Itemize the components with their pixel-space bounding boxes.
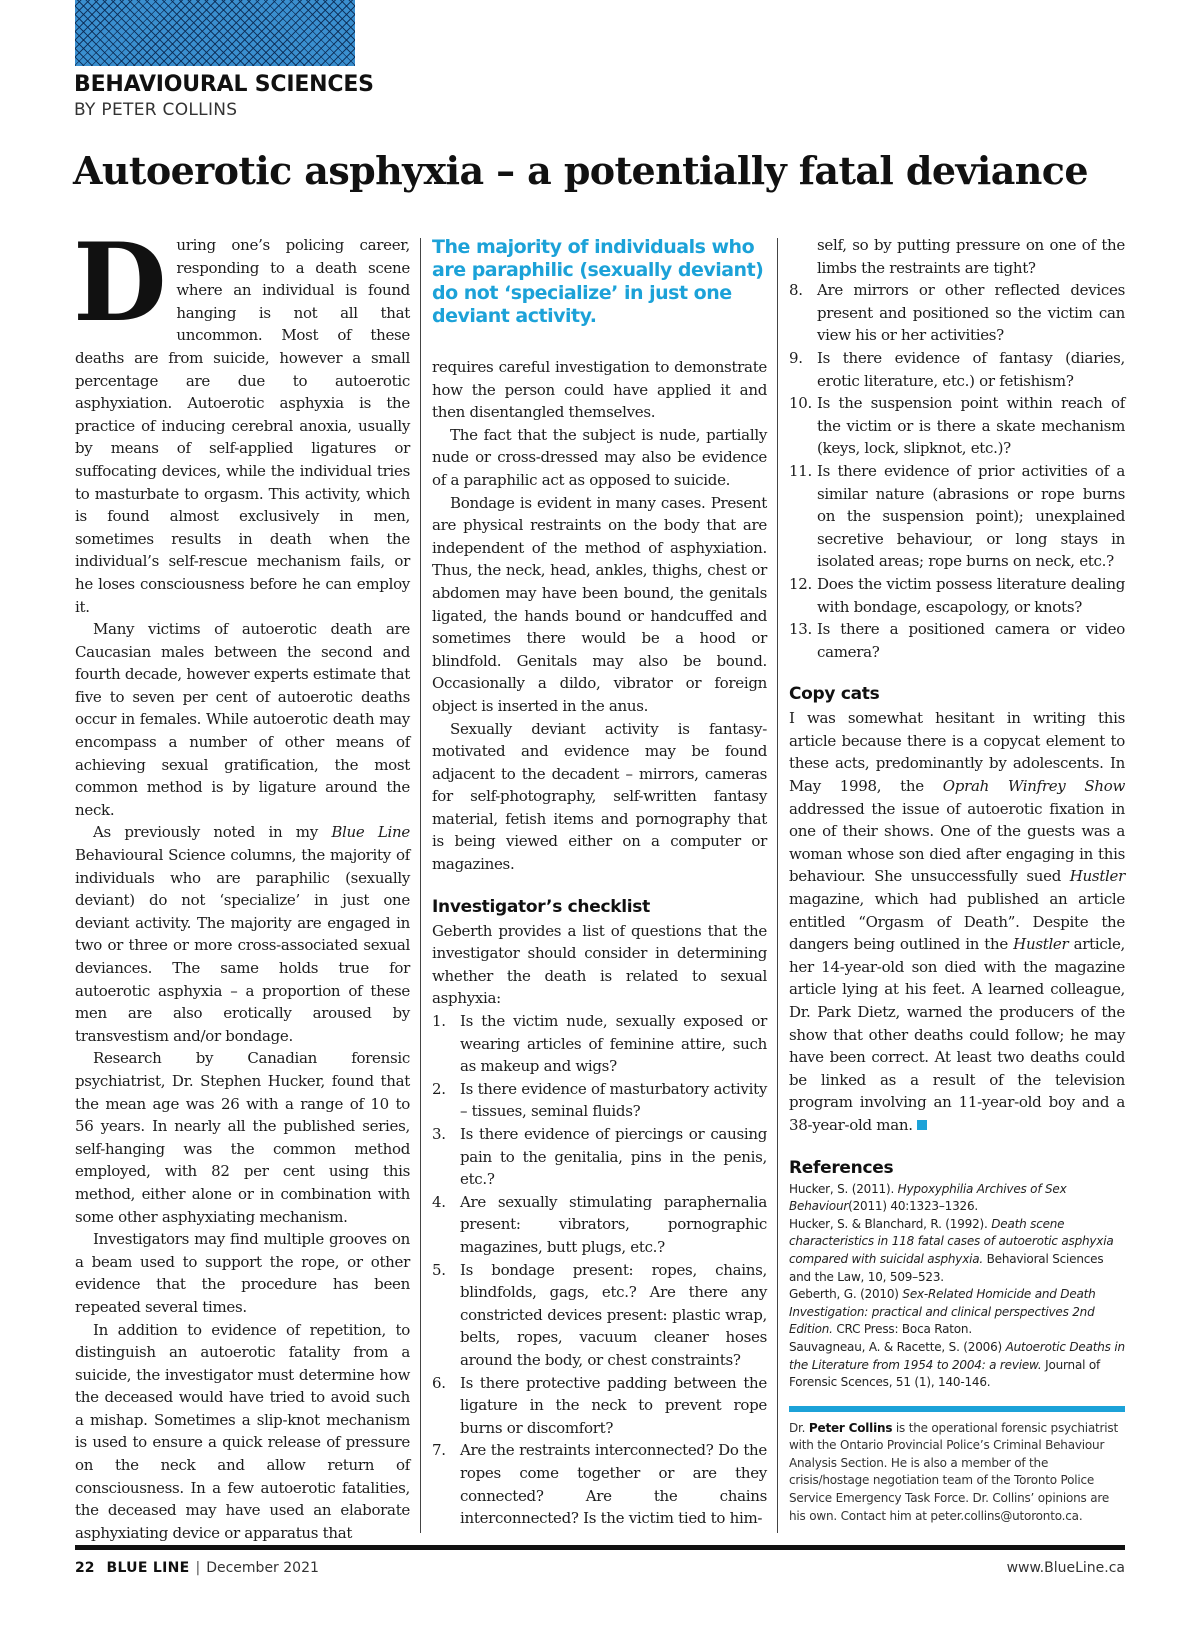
- checklist-item: 7. Are the restraints interconnected? Do the ropes come together or are they connected? Are the chains interconnected? Is the victim tied to him-: [432, 1441, 767, 1528]
- checklist: [789, 279, 1125, 663]
- byline: BY PETER COLLINS: [74, 100, 238, 120]
- checklist-item: 10. Is the suspension point within reach of the victim or is there a skate mechanism (keys, lock, slipknot, etc.)?: [789, 394, 1125, 458]
- reference-item: Hucker, S. & Blanchard, R. (1992). Death scene characteristics in 118 fatal cases of autoerotic asphyxia compared with suicidal asphyxia. Behavioral Sciences and the Law, 10, 509–523.: [789, 1216, 1114, 1284]
- article-title: Autoerotic asphyxia – a potentially fatal deviance: [73, 148, 1088, 193]
- checklist-item: 8. Are mirrors or other reflected devices present and positioned so the victim can view his or her activities?: [789, 281, 1125, 345]
- checklist-heading: Investigator’s checklist: [432, 896, 650, 917]
- body-paragraph: I was somewhat hesitant in writing this article because there is a copycat element to these acts, predominantly by adolescents. In May 1998, the Oprah Winfrey Show addressed the issue of autoerotic fixation in one of their shows. One of the guests was a woman whose son died after engaging in this behaviour. She unsuccessfully sued Hustler magazine, which had published an article entitled “Orgasm of Death”. Despite the dangers being outlined in the Hustler article, her 14-year-old son died with the magazine article lying at his feet. A learned colleague, Dr. Park Dietz, warned the producers of the show that other deaths could follow; he may have been correct. At least two deaths could be linked as a result of the television program involving an 11-year-old boy and a 38-year-old man.: [789, 709, 1126, 1134]
- checklist-intro: Geberth provides a list of questions that the investigator should consider in determining whether the death is related to sexual asphyxia:: [432, 921, 767, 1008]
- reference-item: Hucker, S. (2011). Hypoxyphilia Archives of Sex Behaviour(2011) 40:1323–1326.: [789, 1181, 1067, 1214]
- body-paragraph: Investigators may find multiple grooves on a beam used to support the rope, or other evidence that the procedure has been repeated several times.: [75, 1230, 410, 1316]
- footer-separator: |: [195, 1560, 201, 1576]
- checklist-item: 5. Is bondage present: ropes, chains, blindfolds, gags, etc.? Are there any constricted devices present: plastic wrap, belts, ropes, vacuum cleaner hoses around the body, or chest constraints?: [432, 1260, 767, 1369]
- references-list: [789, 1181, 1125, 1392]
- author-bio: Dr. Peter Collins is the operational forensic psychiatrist with the Ontario Provincial Police’s Criminal Behaviour Analysis Section. He is also a member of the crisis/hostage negotiation team of the Toronto Police Service Emergency Task Force. Dr. Collins’ opinions are his own. Contact him at peter.collins@utoronto.ca.: [789, 1420, 1118, 1523]
- header-pattern-graphic: [75, 0, 355, 66]
- checklist-item: 1. Is the victim nude, sexually exposed or wearing articles of feminine attire, such as makeup and wigs?: [432, 1012, 767, 1076]
- bio-divider: [789, 1406, 1125, 1412]
- body-paragraph: requires careful investigation to demonstrate how the person could have applied it and then disentangled themselves.: [432, 358, 767, 422]
- article-column-3: [789, 234, 1125, 1525]
- article-column-2: [432, 234, 767, 1530]
- checklist: [432, 1010, 767, 1530]
- footer-rule: [75, 1545, 1125, 1550]
- body-paragraph: Research by Canadian forensic psychiatrist, Dr. Stephen Hucker, found that the mean age was 26 with a range of 10 to 56 years. In nearly all the published series, self-hanging was the common method employed, with 82 per cent using this method, either alone or in combination with some other asphyxiating mechanism.: [75, 1049, 410, 1226]
- copycats-heading: Copy cats: [789, 684, 880, 705]
- website-link[interactable]: www.BlueLine.ca: [1006, 1560, 1125, 1576]
- reference-item: Sauvagneau, A. & Racette, S. (2006) Autoerotic Deaths in the Literature from 1954 to 2004: a review. Journal of Forensic Scences, 51 (1), 140-146.: [789, 1339, 1125, 1390]
- references-heading: References: [789, 1157, 894, 1178]
- drop-cap: D: [73, 220, 167, 346]
- checklist-item: 2. Is there evidence of masturbatory activity – tissues, seminal fluids?: [432, 1079, 767, 1121]
- issue-date: December 2021: [206, 1560, 319, 1576]
- body-paragraph: Many victims of autoerotic death are Caucasian males between the second and fourth decade, however experts estimate that five to seven per cent of autoerotic deaths occur in females. While autoerotic death may encompass a number of other means of achieving sexual gratification, the most common method is by ligature around the neck.: [75, 620, 410, 819]
- pull-quote: The majority of individuals who are paraphilic (sexually deviant) do not ‘specialize’ in just one deviant activity.: [432, 236, 764, 327]
- reference-item: Geberth, G. (2010) Sex-Related Homicide and Death Investigation: practical and clinical perspectives 2nd Edition. CRC Press: Boca Raton.: [789, 1287, 1096, 1337]
- section-label: BEHAVIOURAL SCIENCES: [74, 72, 374, 97]
- magazine-name: BLUE LINE: [106, 1560, 190, 1576]
- checklist-item: 13. Is there a positioned camera or video camera?: [789, 620, 1125, 661]
- column-divider: [777, 238, 778, 1533]
- page-footer: [75, 1560, 1125, 1576]
- intro-paragraph: During one’s policing career, responding to a death scene where an individual is found hanging is not all that uncommon. Most of these deaths are from suicide, however a small percentage are due to autoerotic asphyxiation. Autoerotic asphyxia is the practice of inducing cerebral anoxia, usually by means of self-applied ligatures or suffocating devices, while the individual tries to masturbate to orgasm. This activity, which is found almost exclusively in men, sometimes results in death when the individual’s self-rescue mechanism fails, or he loses consciousness before he can employ it.: [73, 220, 410, 616]
- body-paragraph: As previously noted in my Blue Line Behavioural Science columns, the majority of individuals who are paraphilic (sexually deviant) do not ‘specialize’ in just one deviant activity. The majority are engaged in two or three or more cross-associated sexual deviances. The same holds true for autoerotic asphyxia – a proportion of these men are also erotically aroused by transvestism and/or bondage.: [75, 823, 410, 1045]
- checklist-item: 6. Is there protective padding between the ligature in the neck to prevent rope burns or discomfort?: [432, 1373, 767, 1437]
- checklist-item: 9. Is there evidence of fantasy (diaries, erotic literature, etc.) or fetishism?: [789, 348, 1125, 390]
- body-paragraph: The fact that the subject is nude, partially nude or cross-dressed may also be evidence of a paraphilic act as opposed to suicide.: [432, 425, 767, 489]
- checklist-item: 4. Are sexually stimulating paraphernalia present: vibrators, pornographic magazines, butt plugs, etc.?: [432, 1192, 767, 1256]
- body-paragraph: In addition to evidence of repetition, to distinguish an autoerotic fatality from a suicide, the investigator must determine how the deceased would have tried to avoid such a mishap. Sometimes a slip-knot mechanism is used to ensure a quick release of pressure on the neck and allow return of consciousness. In a few autoerotic fatalities, the deceased may have used an elaborate asphyxiating device or apparatus that: [75, 1320, 410, 1542]
- checklist-item: 12. Does the victim possess literature dealing with bondage, escapology, or knots?: [789, 574, 1125, 616]
- column-divider: [420, 238, 421, 1533]
- body-paragraph: Bondage is evident in many cases. Present are physical restraints on the body that are independent of the method of asphyxiation. Thus, the neck, head, ankles, thighs, chest or abdomen may have been bound, the genitals ligated, the hands bound or handcuffed and sometimes there would be a hood or blindfold. Genitals may also be bound. Occasionally a dildo, vibrator or foreign object is inserted in the anus.: [432, 493, 767, 715]
- body-paragraph: Sexually deviant activity is fantasy-motivated and evidence may be found adjacent to the decadent – mirrors, cameras for self-photography, self-written fantasy material, fetish items and pornography that is being viewed either on a computer or magazines.: [432, 719, 767, 874]
- article-column-1: [73, 220, 410, 1544]
- end-mark-icon: [917, 1120, 927, 1130]
- checklist-item: 3. Is there evidence of piercings or causing pain to the genitalia, pins in the penis, etc.?: [432, 1125, 767, 1189]
- page-number: 22: [75, 1560, 95, 1576]
- checklist-continuation: self, so by putting pressure on one of the limbs the restraints are tight?: [817, 236, 1125, 277]
- checklist-item: 11. Is there evidence of prior activities of a similar nature (abrasions or rope burns on the suspension point); unexplained secretive behaviour, or long stays in isolated areas; rope burns on neck, etc.?: [789, 461, 1125, 571]
